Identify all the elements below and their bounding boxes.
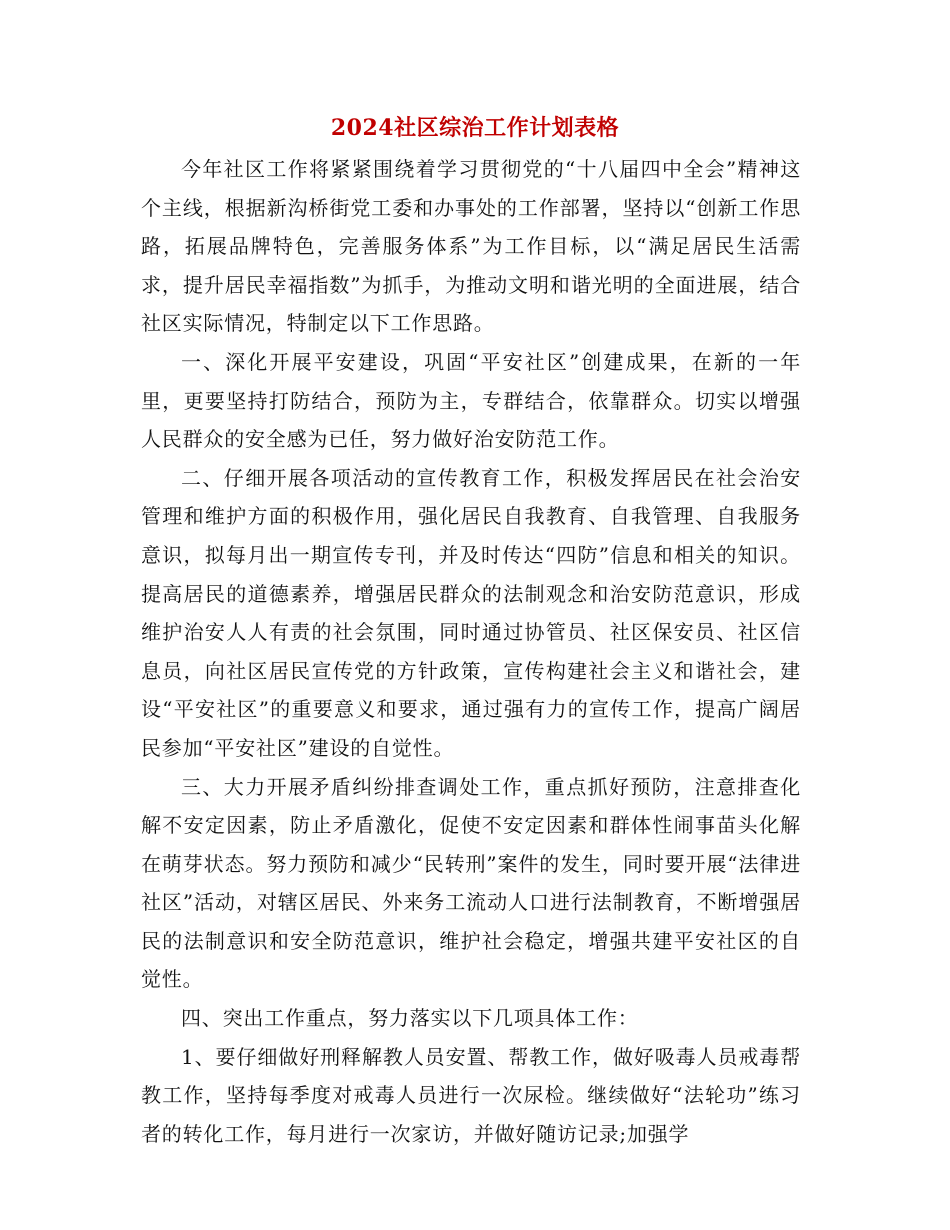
document-body [141,150,801,1153]
section-three-paragraph: 三、大力开展矛盾纠纷排查调处工作，重点抓好预防，注意排查化解不安定因素，防止矛盾激化，促使不安定因素和群体性闹事苗头化解在萌芽状态。努力预防和减少“民转刑”案件的发生，同时要开展“法律进社区”活动，对辖区居民、外来务工流动人口进行法制教育，不断增强居民的法制意识和安全防范意识，维护社会稳定，增强共建平安社区的自觉性。 [141,774,801,992]
section-one-paragraph: 一、深化开展平安建设，巩固“平安社区”创建成果，在新的一年里，更要坚持打防结合，预防为主，专群结合，依靠群众。切实以增强人民群众的安全感为已任，努力做好治安防范工作。 [141,349,801,452]
document-title: 2024社区综治工作计划表格 [330,115,620,141]
intro-paragraph: 今年社区工作将紧紧围绕着学习贯彻党的“十八届四中全会”精神这个主线，根据新沟桥街党工委和办事处的工作部署，坚持以“创新工作思路，拓展品牌特色，完善服务体系”为工作目标，以“满足居民生活需求，提升居民幸福指数”为抓手，为推动文明和谐光明的全面进展，结合社区实际情况，特制定以下工作思路。 [141,157,801,336]
item-one-paragraph: 1、要仔细做好刑释解教人员安置、帮教工作，做好吸毒人员戒毒帮教工作，坚持每季度对戒毒人员进行一次尿检。继续做好“法轮功”练习者的转化工作，每月进行一次家访，并做好随访记录;加强学 [141,1044,801,1146]
section-two-paragraph: 二、仔细开展各项活动的宣传教育工作，积极发挥居民在社会治安管理和维护方面的积极作用，强化居民自我教育、自我管理、自我服务意识，拟每月出一期宣传专刊，并及时传达“四防”信息和相关的知识。提高居民的道德素养，增强居民群众的法制观念和治安防范意识，形成维护治安人人有责的社会氛围，同时通过协管员、社区保安员、社区信息员，向社区居民宣传党的方针政策，宣传构建社会主义和谐社会，建设“平安社区”的重要意义和要求，通过强有力的宣传工作，提高广阔居民参加“平安社区”建设的自觉性。 [141,465,801,760]
section-four-heading: 四、突出工作重点，努力落实以下几项具体工作： [181,1006,639,1031]
